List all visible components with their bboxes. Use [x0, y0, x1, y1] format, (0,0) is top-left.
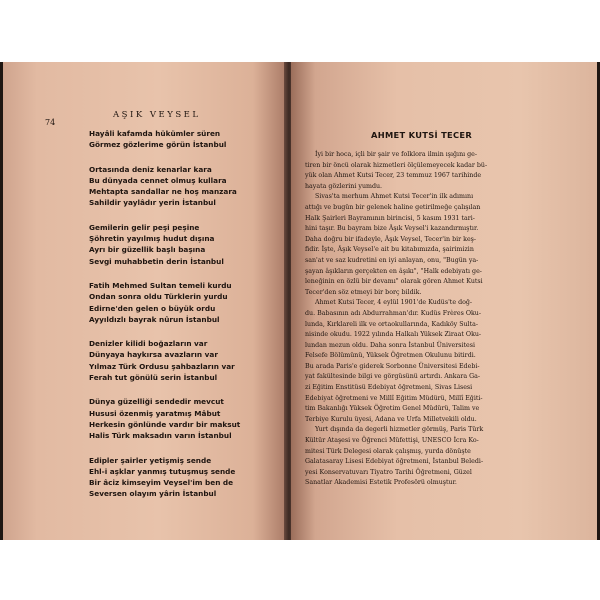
section-title: AHMET KUTSİ TECER [371, 130, 473, 140]
prose-body [305, 150, 567, 489]
poem-line: Görmez gözlerime görün İstanbul [89, 140, 227, 150]
right-page [291, 62, 597, 540]
prose-line: İyi bir hoca, içli bir şair ve folklora ilmin ışığını ge- [315, 151, 478, 158]
prose-line: tiren bir öncü olarak hizmetleri ölçülemeyecek kadar bü- [305, 161, 488, 169]
prose-line: leneğinin en özlü bir devamı" olarak gören Ahmet Kutsi [305, 278, 483, 286]
poem-line: Bir âciz kimseyim Veysel'im ben de [89, 478, 234, 488]
poem-line: Ondan sonra oldu Türklerin yurdu [89, 292, 228, 302]
left-page [3, 62, 287, 540]
poem-line: Gemilerin gelir peşi peşine [89, 222, 200, 232]
prose-line: fidir. İşte, Âşık Veysel'e ait bu kitabımızda, şairimizin [305, 246, 474, 254]
poem-stanza [89, 396, 279, 441]
prose-line: yat fakültesinde bilgi ve görgüsünü artırdı. Ankara Ga- [305, 373, 481, 381]
poem-line: Ortasında deniz kenarlar kara [89, 164, 212, 174]
poem-line: Şöhretin yayılmış hudut dışına [89, 234, 215, 244]
poem-stanza [89, 280, 279, 325]
poem-line: Seversen olayım yârin İstanbul [89, 489, 217, 499]
prose-line: yesi Konservatuvarı Tiyatro Tarihi Öğretmeni, Güzel [305, 468, 472, 476]
prose-line: Halk Şairleri Bayramının birincisi, 5 kasım 1931 tari- [305, 214, 475, 222]
poem-line: Mehtapta sandallar ne hoş manzara [89, 187, 237, 197]
poem [89, 128, 279, 513]
prose-line: mitesi Türk Delegesi olarak çalışmış, yurda dönüşte [305, 447, 471, 455]
prose-line: Sanatlar Akademisi Estetik Profesörü olmuştur. [305, 479, 457, 487]
prose-line: Galatasaray Lisesi Edebiyat öğretmeni, İstanbul Beledi- [305, 458, 484, 466]
prose-line: Yurt dışında da degerli hizmetler görmüş, Paris Türk [315, 426, 484, 434]
page-number: 74 [45, 118, 56, 127]
prose-line: san'at ve saz kudretini en iyi anlayan, onu, "Bugün ya- [305, 256, 479, 264]
poem-line: Herkesin gönlünde vardır bir maksut [89, 419, 241, 429]
poem-line: Halis Türk maksadın varın İstanbul [89, 431, 232, 441]
prose-line: nisinde okudu. 1922 yılında Halkalı Yüksek Ziraat Oku- [305, 331, 482, 339]
poem-line: Sevgi muhabbetin derin İstanbul [89, 256, 224, 266]
prose-line: Tecer'den söz etmeyi bir borç bildik. [305, 288, 422, 296]
poem-stanza [89, 222, 279, 267]
poem-line: Dünyaya haykırsa avazların var [89, 350, 218, 360]
poem-line: Hususi özenmiş yaratmış Mâbut [89, 408, 221, 418]
prose-line: attığı ve bugün bir gelenek haline getirilmeğe çalışılan [305, 203, 481, 211]
poem-line: Ehl-i aşklar yanmış tutuşmuş sende [89, 466, 236, 476]
poem-line: Edirne'den gelen o büyük ordu [89, 303, 216, 313]
prose-line: Edebiyat öğretmeni ve Millî Eğitim Müdürü, Millî Eğiti- [305, 394, 483, 402]
poem-stanza [89, 164, 279, 209]
prose-line: Sivas'ta merhum Ahmet Kutsi Tecer'in ilk adımını [315, 193, 474, 201]
poem-line: Bu dünyada cennet olmuş kullara [89, 175, 227, 185]
open-book [0, 62, 600, 540]
prose-line: hini taşır. Bu bayram bize Âşık Veysel'i kazandırmıştır. [305, 225, 479, 233]
prose-line: zi Eğitim Enstitüsü Edebiyat öğretmeni, Sivas Lisesi [305, 384, 473, 392]
poem-line: Ayyıldızlı bayrak nûrun İstanbul [89, 314, 220, 324]
prose-line: Bu arada Paris'e giderek Sorbonne Üniversitesi Edebi- [305, 362, 480, 370]
poem-line: Denizler kilidi boğazların var [89, 339, 208, 349]
prose-line: du. Babasının adı Abdurrahman'dır. Kudüs Frères Oku- [305, 309, 481, 317]
poem-line: Dünya güzelliği sendedir mevcut [89, 397, 224, 407]
prose-line: lunda, Kırklareli ilk ve ortaokullarında, Kadıköy Sulta- [305, 320, 478, 328]
poem-stanza [89, 455, 279, 500]
poem-line: Hayâli kafamda hükümler süren [89, 129, 221, 138]
poem-line: Yılmaz Türk Ordusu şahbazların var [89, 361, 235, 371]
poem-line: Fatih Mehmed Sultan temeli kurdu [89, 280, 232, 290]
prose-line: Kültür Ataşesi ve Öğrenci Müfettişi, UNESCO İcra Ko- [305, 437, 479, 445]
poem-line: Edipler şairler yetişmiş sende [89, 455, 212, 465]
prose-line: Daha doğru bir ifadeyle, Âşık Veysel, Tecer'in bir keş- [305, 235, 477, 243]
poem-stanza [89, 338, 279, 383]
prose-line: Felsefe Bölümünü, Yüksek Öğretmen Okulunu bitirdi. [305, 352, 476, 360]
poem-line: Ayrı bir güzellik başlı başına [89, 245, 206, 255]
prose-line: hayata gözlerini yumdu. [305, 182, 383, 190]
poem-line: Ferah tut gönülü serin İstanbul [89, 373, 218, 383]
running-head: AŞIK VEYSEL [113, 110, 201, 120]
poem-line: Sahildir yaylâdır yerin İstanbul [89, 198, 216, 208]
poem-stanza [89, 128, 279, 151]
prose-line: yük olan Ahmet Kutsi Tecer, 23 temmuz 1967 tarihinde [305, 172, 482, 180]
prose-line: tim Bakanlığı Yüksek Öğretim Genel Müdürü, Talim ve [305, 405, 480, 413]
prose-line: Terbiye Kurulu üyesi, Adana ve Urfa Milletvekili oldu. [305, 415, 477, 423]
prose-line: lundan mezun oldu. Daha sonra İstanbul Üniversitesi [305, 341, 476, 349]
prose-line: Ahmet Kutsi Tecer, 4 eylül 1901'de Kudüs'te doğ- [315, 299, 473, 307]
prose-line: şayan âşıkların gerçekten en âşıkı", "Halk edebiyatı ge- [305, 267, 482, 275]
